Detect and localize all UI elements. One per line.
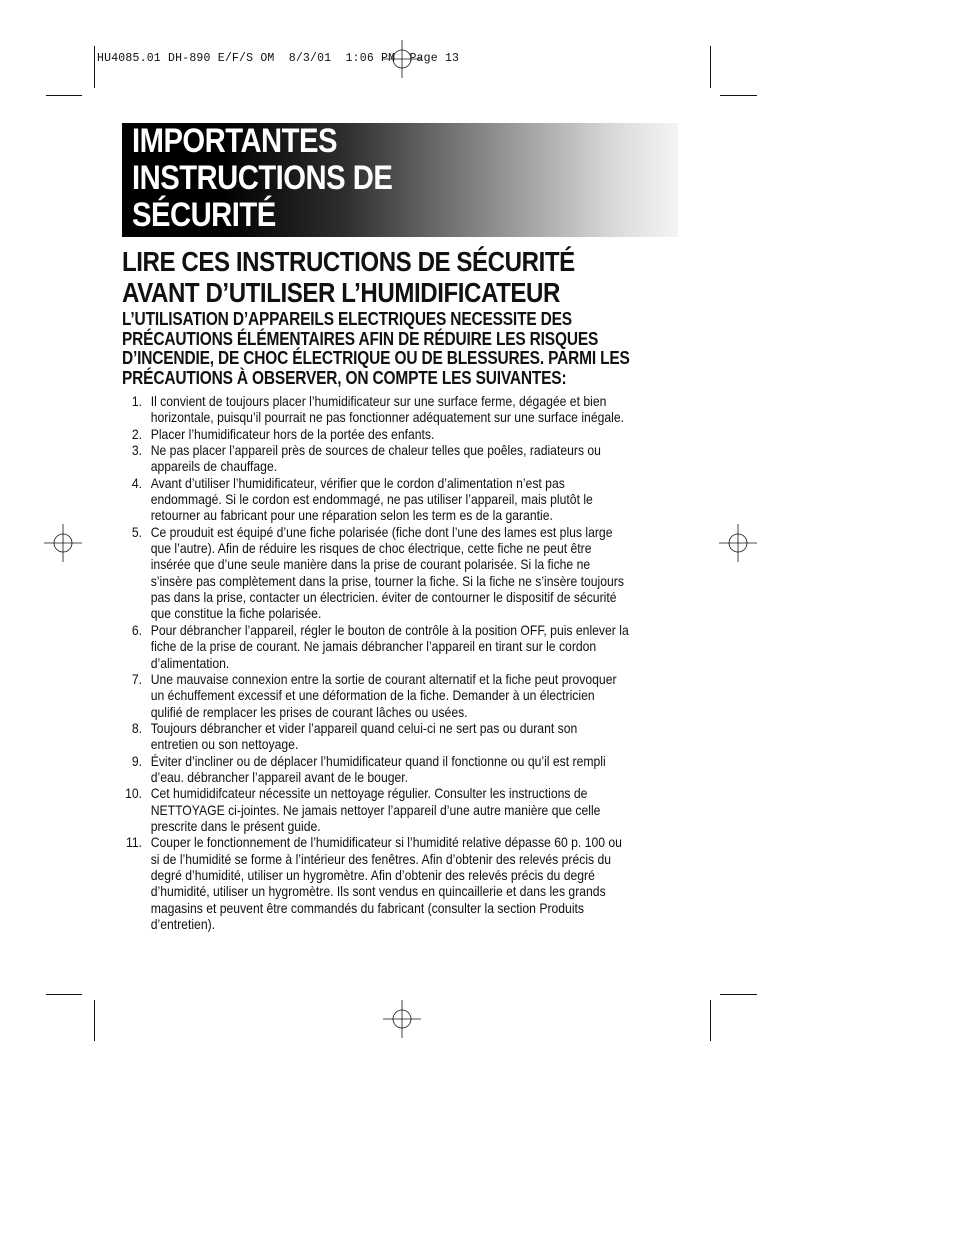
crop-mark-bottom-left-vertical <box>94 1000 95 1041</box>
list-item <box>122 720 679 753</box>
item-number: 11. <box>125 834 143 851</box>
safety-instructions-list <box>122 393 679 932</box>
list-item <box>122 834 679 932</box>
list-item <box>122 671 679 720</box>
registration-mark-left <box>44 524 82 562</box>
list-item <box>122 393 679 426</box>
list-item <box>122 442 679 475</box>
crop-mark-top-left-vertical <box>94 46 95 88</box>
crop-mark-bottom-right-horizontal <box>720 994 757 995</box>
item-text: Ne pas placer l’appareil près de sources de chaleur telles que poêles, radiateurs ou appareils de chauffage. <box>150 442 601 475</box>
title-banner <box>122 123 678 237</box>
item-number: 5. <box>131 523 143 540</box>
item-text: Il convient de toujours placer l’humidificateur sur une surface ferme, dégagée et bien horizontale, puisqu’il pourrait ne pas fonctionner adéquatement sur une surface inégale. <box>150 393 625 426</box>
registration-mark-right <box>719 524 757 562</box>
list-item <box>122 475 679 524</box>
list-item <box>122 785 679 834</box>
item-number: 9. <box>131 752 143 769</box>
item-text: Pour débrancher l’appareil, régler le bouton de contrôle à la position OFF, puis enlever la fiche de la prise de courant. Ne jamais débrancher l’appareil en tirant sur le cordon d’alimentation. <box>150 621 629 671</box>
item-text: Avant d’utiliser l’humidificateur, vérifier que le cordon d’alimentation n’est pas endommagé. Si le cordon est endommagé, ne pas utiliser l’appareil, mais plutôt le retourner au fabricant pour une réparation selon les term es de la garantie. <box>150 474 593 524</box>
item-text: Cet humididifcateur nécessite un nettoyage régulier. Consulter les instructions de NETTOYAGE ci-jointes. Ne jamais nettoyer l’appareil d’une autre manière que celle prescrite dans le présent guide. <box>150 785 601 834</box>
item-number: 4. <box>131 474 143 491</box>
list-item <box>122 753 679 786</box>
registration-mark-bottom <box>383 1000 421 1038</box>
crop-mark-bottom-left-horizontal <box>46 994 82 995</box>
item-number: 7. <box>131 670 143 687</box>
item-text: Placer l’humidificateur hors de la portée des enfants. <box>150 425 435 442</box>
crop-mark-top-right-horizontal <box>720 95 757 96</box>
item-text: Une mauvaise connexion entre la sortie de courant alternatif et la fiche peut provoquer un échuffement excessif et une déformation de la fiche. Demander à un électricien qulifié de remplacer les prises de courant lâches ou usées. <box>150 670 617 720</box>
item-number: 6. <box>131 621 143 638</box>
section-subheading: LIRE CES INSTRUCTIONS DE SÉCURITÉ AVANT D’UTILISER L’HUMIDIFICATEUR <box>122 246 575 308</box>
item-number: 2. <box>131 425 143 442</box>
crop-mark-top-left-horizontal <box>46 95 82 96</box>
item-text: Toujours débrancher et vider l’appareil quand celui-ci ne sert pas ou durant son entretien ou son nettoyage. <box>150 719 578 753</box>
item-number: 10. <box>125 785 143 802</box>
item-number: 1. <box>131 393 143 409</box>
item-text: Ce prouduit est équipé d’une fiche polarisée (fiche dont l’une des lames est plus large que l’autre). Afin de réduire les risques de choc électrique, cette fiche ne peut être insérée que d’une seule manière dans la prise de courant polarisée. Si la fiche ne s’insère pas complètement dans la prise, tourner la fiche. Si la fiche ne s’insère toujours pas dans la prise, contacter un électricien. éviter de contourner le dispositif de sécurité que constitue la fiche polarisée. <box>150 523 624 622</box>
list-item <box>122 426 679 442</box>
list-item <box>122 524 679 622</box>
crop-mark-bottom-right-vertical <box>710 1000 711 1041</box>
caution-statement: L’UTILISATION D’APPAREILS ELECTRIQUES NECESSITE DES PRÉCAUTIONS ÉLÉMENTAIRES AFIN DE RÉDUIRE LES RISQUES D’INCENDIE, DE CHOC ÉLECTRIQUE OU DE BLESSURES. PARMI LES PRÉCAUTIONS À OBSERVER, ON COMPTE LES SUIVANTES: <box>122 309 630 388</box>
item-text: Éviter d’incliner ou de déplacer l’humidificateur quand il fonctionne ou qu’il est rempli d’eau. débrancher l’appareil avant de le bouger. <box>150 752 606 785</box>
item-text: Couper le fonctionnement de l’humidificateur si l’humidité relative dépasse 60 p. 100 ou si de l’humidité se forme à l’intérieur des fenêtres. Afin d’obtenir des relevés précis du degré d’humidité, utiliser un hygromètre. Afin d’obtenir des relevés précis du degré d’humidité, utiliser un hygromètre. Ils sont vendus en quincaillerie et dans les grands magasins et peuvent être commandés du fabricant (consulter la section Produits d’entretien). <box>150 834 622 932</box>
printer-slug-line: HU4085.01 DH-890 E/F/S OM 8/3/01 1:06 PM Page 13 <box>97 52 460 65</box>
list-item <box>122 622 679 671</box>
registration-mark-top <box>383 40 421 78</box>
item-number: 8. <box>131 719 143 736</box>
page-title: IMPORTANTES INSTRUCTIONS DE SÉCURITÉ <box>132 122 393 234</box>
crop-mark-top-right-vertical <box>710 46 711 88</box>
item-number: 3. <box>131 442 143 459</box>
